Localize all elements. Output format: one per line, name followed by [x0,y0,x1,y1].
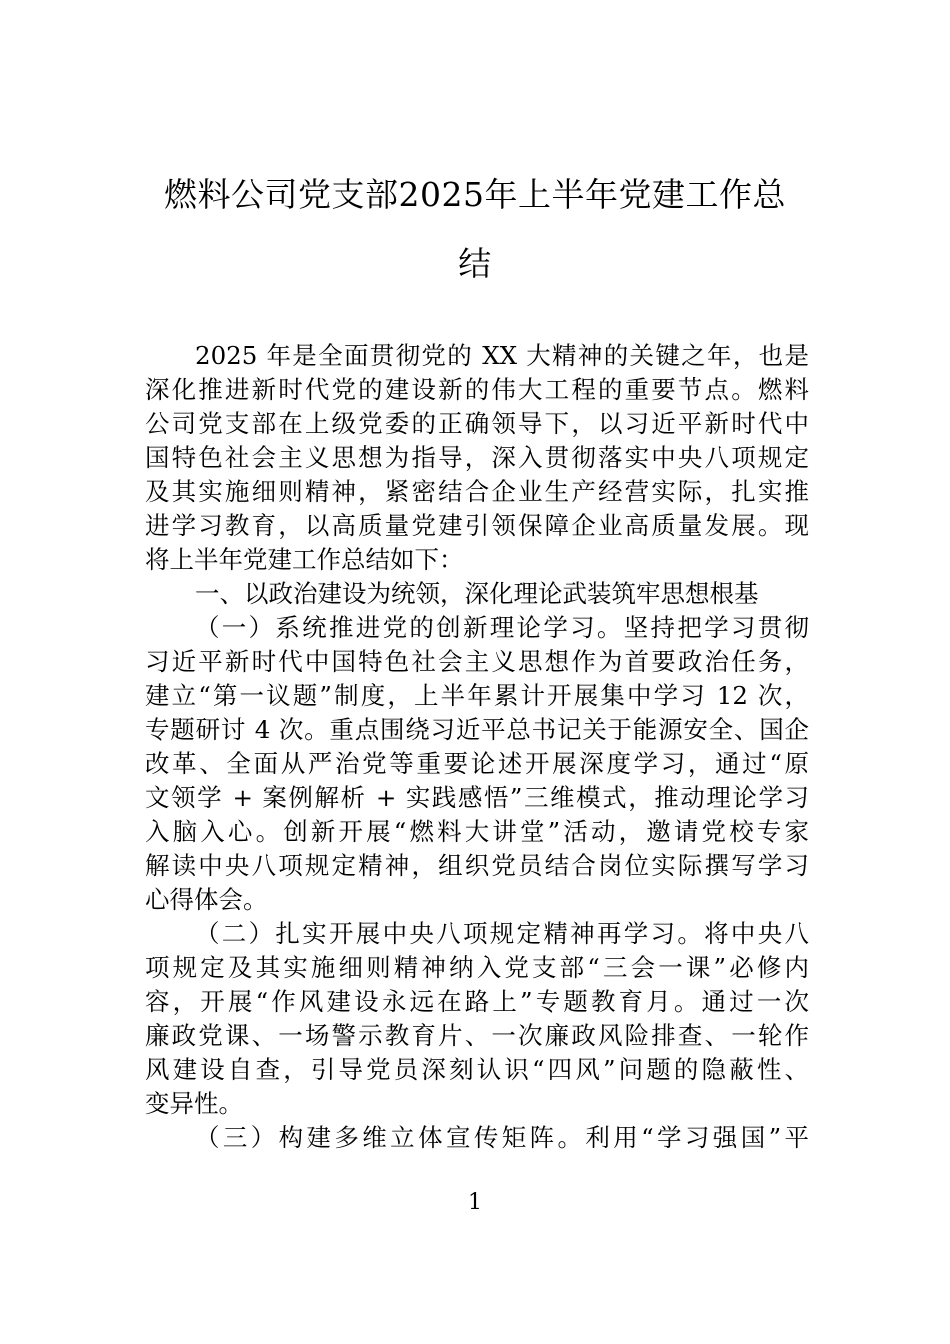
document-title-line-2: 结 [458,244,492,283]
body-line: 入脑入心。创新开展“燃料大讲堂”活动，邀请党校专家 [145,817,809,846]
body-line: 容，开展“作风建设永远在路上”专题教育月。通过一次 [145,987,809,1016]
body-line: 解读中央八项规定精神，组织党员结合岗位实际撰写学习 [145,851,809,880]
body-line: 风建设自查，引导党员深刻认识“四风”问题的隐蔽性、 [145,1055,809,1084]
body-line: 及其实施细则精神，紧密结合企业生产经营实际，扎实推 [145,477,809,506]
body-line: 专题研讨 4 次。重点围绕习近平总书记关于能源安全、国企 [145,715,809,744]
body-line: （三）构建多维立体宣传矩阵。利用“学习强国”平 [195,1123,809,1152]
section-heading: 一、以政治建设为统领，深化理论武装筑牢思想根基 [195,579,759,608]
body-line: 项规定及其实施细则精神纳入党支部“三会一课”必修内 [145,953,809,982]
document-body [145,339,809,1155]
body-line: 进学习教育，以高质量党建引领保障企业高质量发展。现 [145,511,809,540]
body-line: 文领学 + 案例解析 + 实践感悟”三维模式，推动理论学习 [145,783,809,812]
body-line: （二）扎实开展中央八项规定精神再学习。将中央八 [195,919,809,948]
body-line: 公司党支部在上级党委的正确领导下，以习近平新时代中 [145,409,809,438]
body-line: 建立“第一议题”制度，上半年累计开展集中学习 12 次， [145,681,809,710]
body-line: 深化推进新时代党的建设新的伟大工程的重要节点。燃料 [145,375,809,404]
body-line: 习近平新时代中国特色社会主义思想作为首要政治任务， [145,647,809,676]
body-line: 2025 年是全面贯彻党的 XX 大精神的关键之年，也是 [195,341,809,370]
body-line: （一）系统推进党的创新理论学习。坚持把学习贯彻 [195,613,809,642]
body-line: 廉政党课、一场警示教育片、一次廉政风险排查、一轮作 [145,1021,809,1050]
body-line: 国特色社会主义思想为指导，深入贯彻落实中央八项规定 [145,443,809,472]
document-title-line-1: 燃料公司党支部2025年上半年党建工作总 [164,175,786,214]
body-line: 变异性。 [145,1089,243,1118]
page-number: 1 [468,1190,482,1215]
body-line: 心得体会。 [145,885,268,914]
body-line: 改革、全面从严治党等重要论述开展深度学习，通过“原 [145,749,809,778]
body-line: 将上半年党建工作总结如下： [145,545,464,574]
